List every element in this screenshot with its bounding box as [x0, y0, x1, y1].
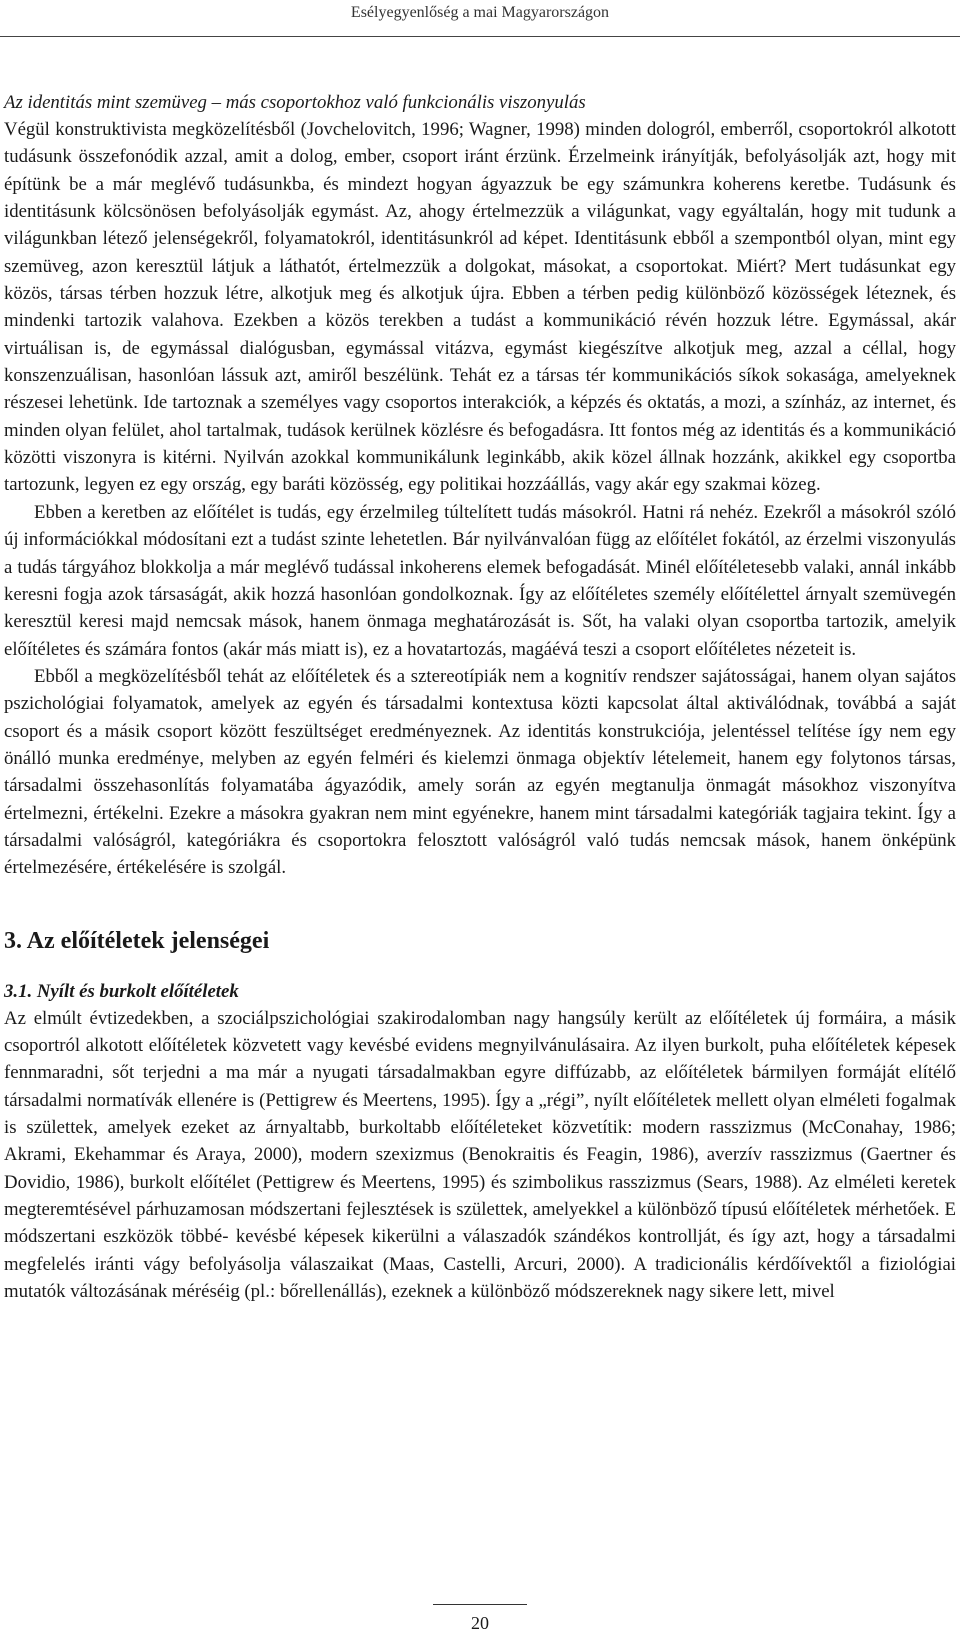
running-header: Esélyegyenlőség a mai Magyarországon: [0, 0, 960, 37]
page-body: [4, 89, 956, 1305]
page-number: 20: [471, 1613, 489, 1633]
body-paragraph: Végül konstruktivista megközelítésből (Jovchelovitch, 1996; Wagner, 1998) minden dologról, emberről, csoportokról alkotott tudásunk összefonódik azzal, amit a dolog, ember, csoport iránt érzünk. Érzelmeink irányítják, befolyásolják azt, hogy mit építünk be a már meglévő tudásunkba, és mindezt hogyan ágyazzuk be egy számunkra koherens keretbe. Tudásunk és identitásunk kölcsönösen befolyásolják egymást. Az, ahogy értelmezzük a világunkat, vagy egyáltalán, hogy mit tudunk a világunkban létező jelenségekről, folyamatokról, identitásunkról ad képet. Identitásunk ebből a szempontból olyan, mint egy szemüveg, azon keresztül látjuk a láthatót, értelmezzük a dolgokat, másokat, a csoportokat. Miért? Mert tudásunkat egy közös, társas térben hozzuk létre, alkotjuk meg és alkotjuk újra. Ebben a térben pedig különböző közösségek léteznek, és mindenki tartozik valahova. Ezekben a közös terekben a tudást a kommunikáció révén hozzuk létre. Egymással, akár virtuálisan is, de egymással dialógusban, egymással vitázva, egymást kiegészítve alkotjuk meg, azzal a céllal, hogy konszenzuálisan, hasonlóan lássuk azt, amiről beszélünk. Tehát ez a társas tér kommunikációs síkok sokasága, amelyeknek részesei lehetünk. Ide tartoznak a személyes vagy csoportos interakciók, a képzés és oktatás, a mozi, a színház, az internet, és minden olyan felület, ahol tartalmak, tudások kerülnek közlésre és befogadásra. Itt fontos még az identitás és a kommunikáció közötti viszonyra is kitérni. Nyilván azokkal kommunikálunk leginkább, akik közel állnak hozzánk, akikkel egy csoportba tartozunk, legyen ez egy ország, egy baráti közösség, egy politikai hozzáállás, vagy akár egy szakmai közeg.: [4, 119, 956, 496]
identity-lens-subheading: Az identitás mint szemüveg – más csoportokhoz való funkcionális viszonyulás: [4, 92, 586, 113]
body-paragraph: Ebben a keretben az előítélet is tudás, egy érzelmileg túltelített tudás másokról. Hatni rá nehéz. Ezekről a másokról szóló új információkkal módosítani ezt a tudást szinte lehetetlen. Bár nyilvánvalóan függ az előítélet fokától, az érzelmi viszonyulás a tudás tárgyához blokkolja a már meglévő tudással inkoherens elemek befogadását. Minél előítéletesebb valaki, annál inkább keresni fogja azok társaságát, akik hozzá hasonlóan gondolkoznak. Így az előítéletes személy előítélettel árnyalt szemüvegén keresztül keresi majd nemcsak mások, hanem önmaga meghatározását is. Sőt, ha valaki olyan csoportba tartozik, amelyik előítéletes és számára fontos (akár más miatt is), ez a hovatartozás, magáévá teszi a csoport előítéletes nézeteit is.: [4, 501, 956, 660]
body-paragraph: Ebből a megközelítésből tehát az előítéletek és a sztereotípiák nem a kognitív rendszer sajátosságai, hanem olyan sajátos pszichológiai folyamatok, amelyek az egyén és társadalmi kontextusa közti kapcsolat által aktiválódnak, továbbá a saját csoport és a másik csoport között feszültséget eredményeznek. Az identitás konstrukciója, jelentéssel telítése így nem egy önálló munka eredménye, melyben az egyén felméri és kielemzi önmaga objektív lételemeit, hanem egy folytonos társas, társadalmi összehasonlítás folyamatába ágyazódik, amely során az egyén megtanulja önmagát másokhoz viszonyítva értelmezni, értékelni. Ezekre a másokra gyakran nem mint egyénekre, hanem mint társadalmi kategóriák tagjaira tekint. Így a társadalmi valóságról, kategóriákra és csoportokra felosztott valóságról való tudás nemcsak mások, hanem önképünk értelmezésére, értékelésére is szolgál.: [4, 665, 956, 879]
section-title: 3. Az előítéletek jelenségei: [4, 927, 270, 954]
subsection-title: 3.1. Nyílt és burkolt előítéletek: [4, 980, 239, 1002]
body-paragraph: Az elmúlt évtizedekben, a szociálpszichológiai szakirodalomban nagy hangsúly került az előítéletek új formáira, a másik csoportról alkotott előítéletek közvetett vagy kevésbé evidens megnyilvánulásaira. Az ilyen burkolt, puha előítéletek képesek fennmaradni, sőt terjedni a ma már a nyugati társadalmakban egyre diffúzabb, az előítéletek bármilyen formáját elítélő társadalmi normatívák ellenére is (Pettigrew és Meertens, 1995). Így a „régi”, nyílt előítéletek mellett olyan elméleti fogalmak is születtek, amelyek ezeket az árnyaltabb, burkoltabb előítéleteket közvetítik: modern rasszizmus (McConahay, 1986; Akrami, Ekehammar és Araya, 2000), modern szexizmus (Benokraitis és Feagin, 1986), averzív rasszizmus (Gaertner és Dovidio, 1986), burkolt előítélet (Pettigrew és Meertens, 1995) és szimbolikus rasszizmus (Sears, 1988). Az elméleti keretek megteremtésével párhuzamosan módszertani fejlesztések is születtek, amelyekkel a különböző típusú előítéletek mérhetőek. E módszertani eszközök többé- kevésbé képesek kikerülni a válaszadók szándékos kontrollját, és így azt, hogy a társadalmi megfelelés iránti vágy befolyásolja válaszaikat (Maas, Castelli, Arcuri, 2000). A tradicionális kérdőívektől a fiziológiai mutatók változásának méréséig (pl.: bőrellenállás), ezeknek a különböző módszereknek nagy sikere lett, mivel: [4, 1007, 956, 1303]
footer-rule: [433, 1604, 527, 1605]
